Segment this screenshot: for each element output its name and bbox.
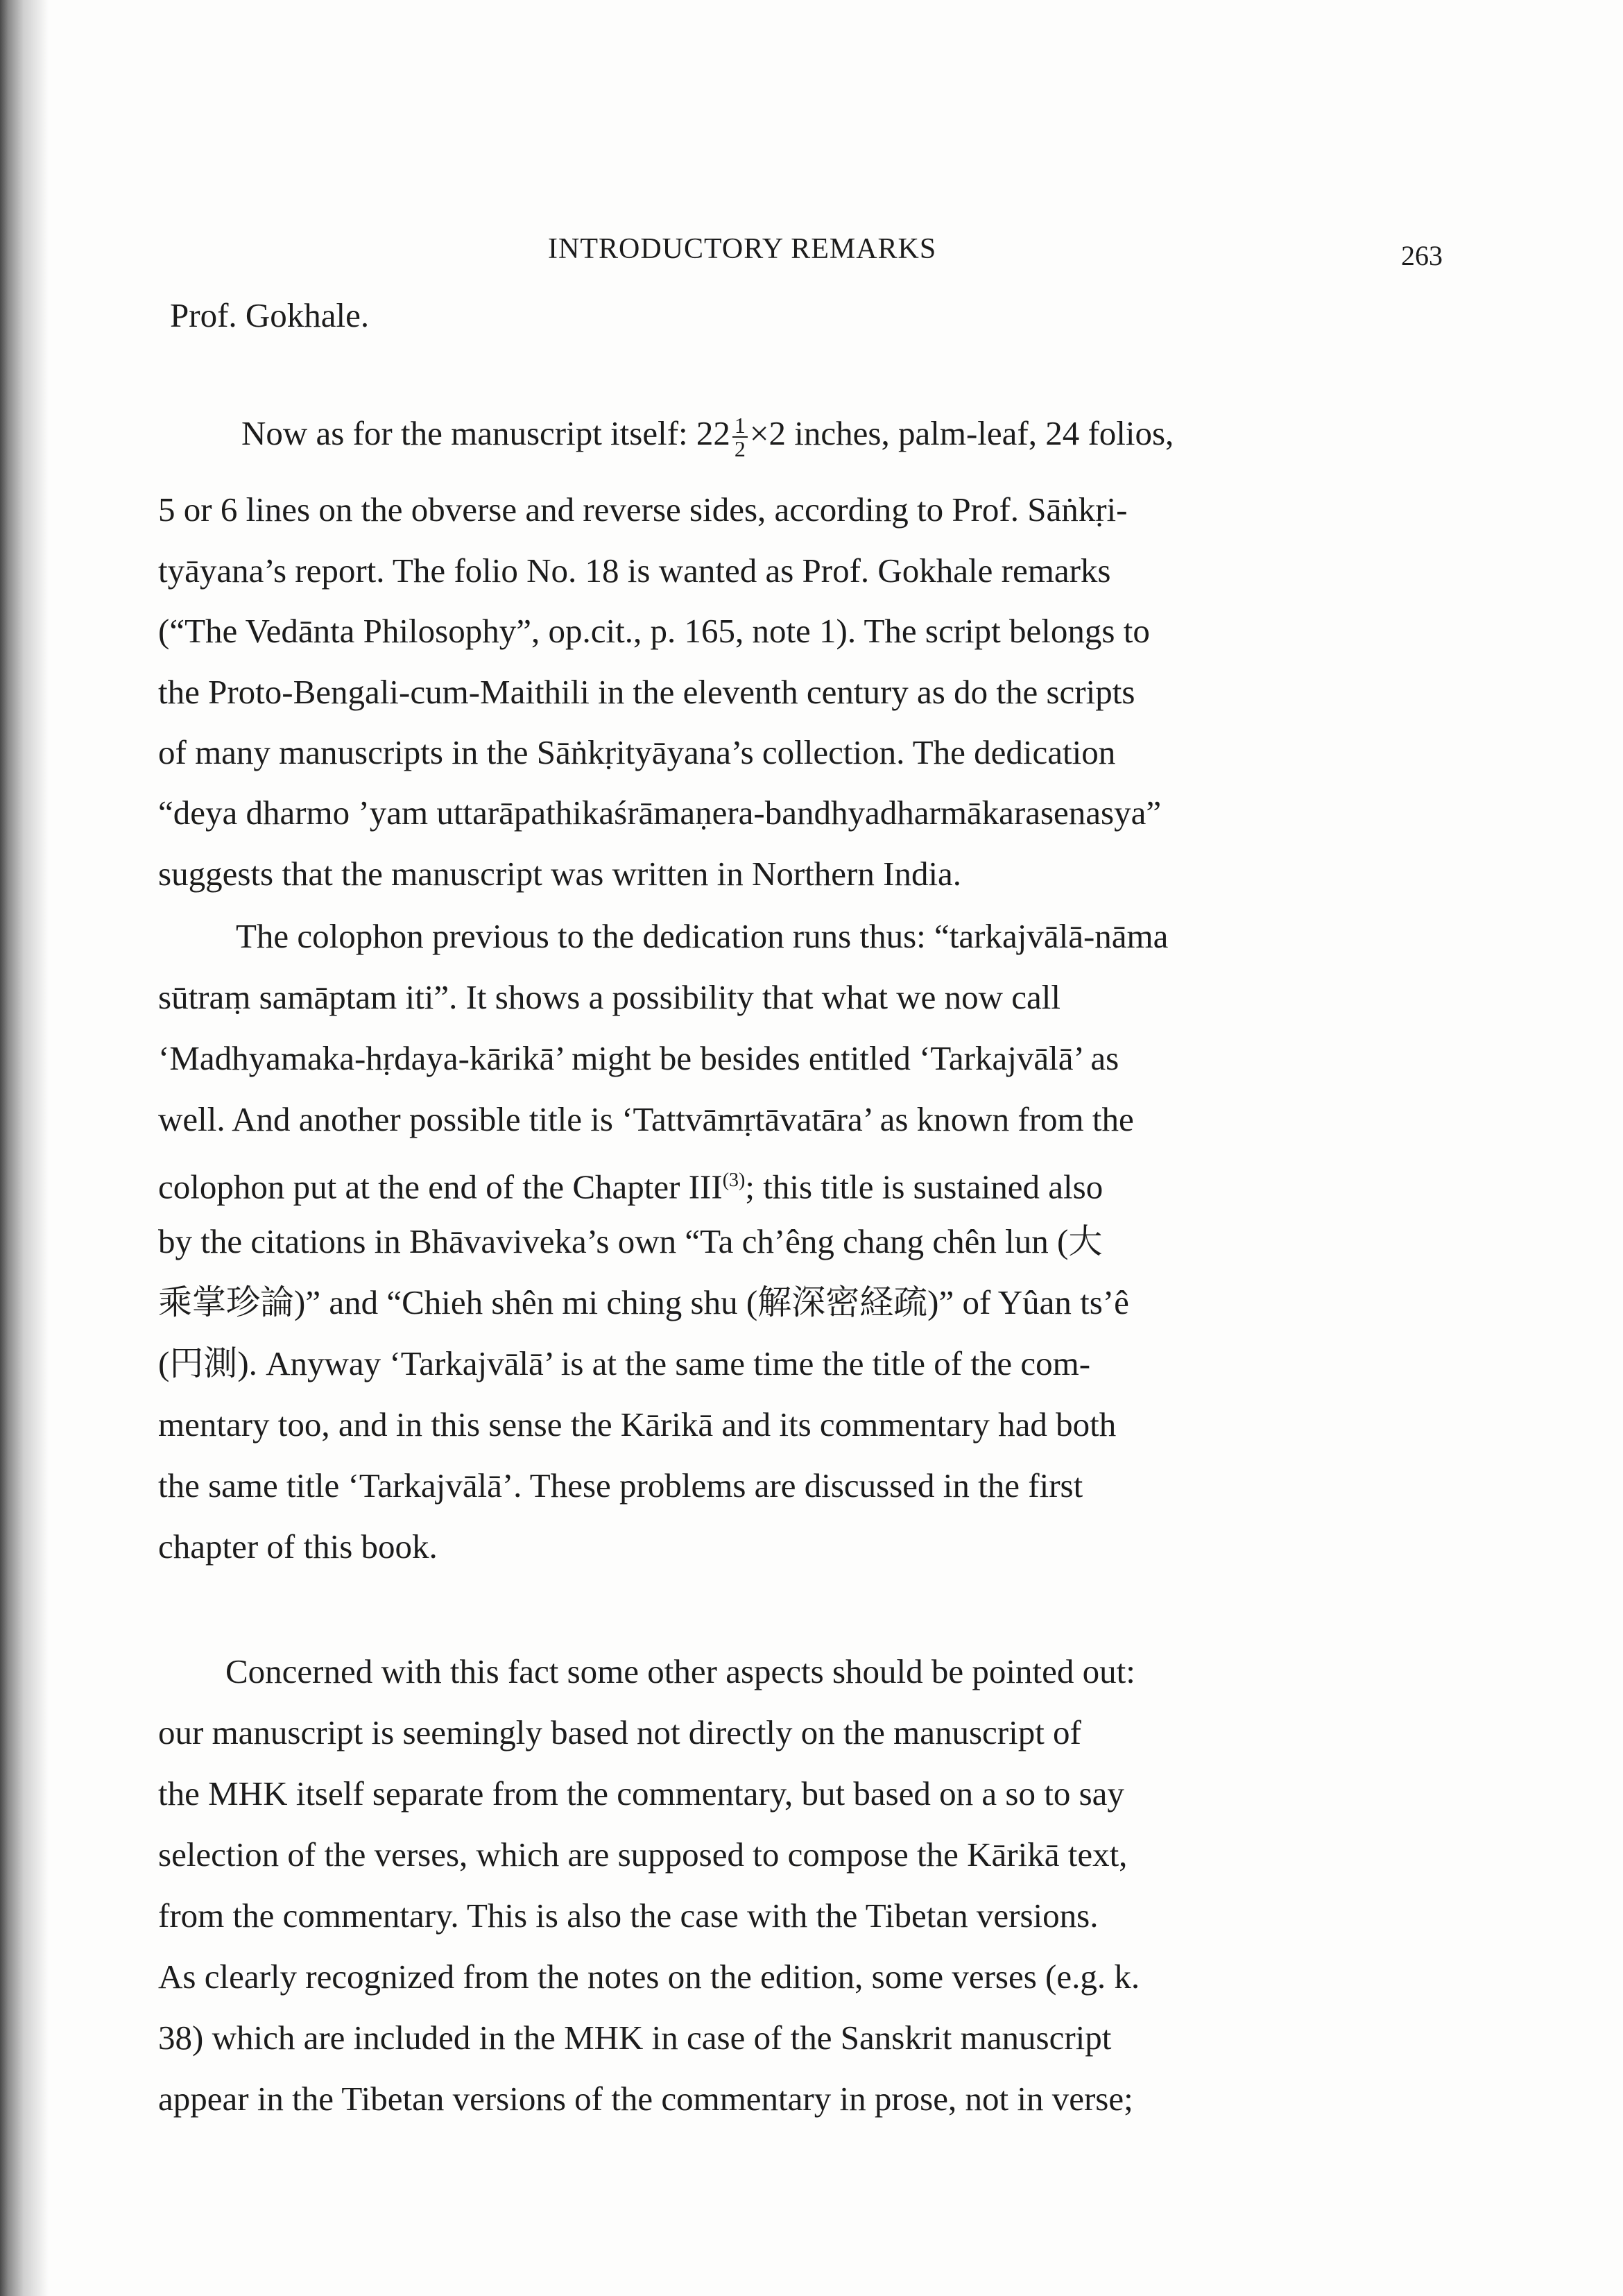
fraction-denominator: 2 — [734, 436, 746, 461]
line-segment: ; this title is sustained also — [745, 1167, 1104, 1206]
page-number: 263 — [1401, 240, 1443, 271]
text-line: Prof. Gokhale. — [170, 296, 370, 334]
text-line: “deya dharmo ’yam uttarāpathikaśrāmaṇera-bandhyadharmākarasenasya” — [158, 794, 1162, 832]
text-line: (円測). Anyway ‘Tarkajvālā’ is at the same time the title of the com- — [158, 1344, 1091, 1382]
text-line: mentary too, and in this sense the Kārikā and its commentary had both — [158, 1405, 1117, 1443]
text-line: (“The Vedānta Philosophy”, op.cit., p. 165, note 1). The script belongs to — [158, 612, 1150, 650]
fraction-numerator: 1 — [732, 414, 748, 438]
text-line: chapter of this book. — [158, 1527, 438, 1566]
text-line: Concerned with this fact some other aspects should be pointed out: — [225, 1652, 1135, 1690]
text-line: by the citations in Bhāvaviveka’s own “Ta ch’êng chang chên lun (大 — [158, 1222, 1103, 1260]
text-line: selection of the verses, which are supposed to compose the Kārikā text, — [158, 1835, 1128, 1874]
running-head: INTRODUCTORY REMARKS — [548, 233, 937, 265]
text-line: 38) which are included in the MHK in case of the Sanskrit manuscript — [158, 2019, 1112, 2057]
text-line: The colophon previous to the dedication runs thus: “tarkajvālā-nāma — [236, 917, 1169, 955]
text-line: our manuscript is seemingly based not directly on the manuscript of — [158, 1713, 1081, 1751]
line-segment: ×2 inches, palm-leaf, 24 folios, — [749, 414, 1174, 452]
text-line: suggests that the manuscript was written in Northern India. — [158, 855, 962, 893]
text-line — [241, 413, 1462, 460]
text-line: tyāyana’s report. The folio No. 18 is wanted as Prof. Gokhale remarks — [158, 551, 1111, 590]
line-segment: colophon put at the end of the Chapter III — [158, 1167, 723, 1206]
text-line: the MHK itself separate from the commentary, but based on a so to say — [158, 1774, 1124, 1813]
text-line: sūtraṃ samāptam iti”. It shows a possibility that what we now call — [158, 978, 1060, 1016]
text-line: of many manuscripts in the Sāṅkṛityāyana’s collection. The dedication — [158, 733, 1116, 771]
line-segment: Now as for the manuscript itself: 22 — [241, 414, 730, 452]
text-line: 5 or 6 lines on the obverse and reverse sides, according to Prof. Sāṅkṛi- — [158, 490, 1128, 529]
text-line: 乘掌珍論)” and “Chieh shên mi ching shu (解深密経疏)” of Yûan ts’ê — [158, 1283, 1129, 1321]
text-line: the same title ‘Tarkajvālā’. These problems are discussed in the first — [158, 1466, 1083, 1505]
fraction — [732, 414, 748, 460]
text-line — [158, 1160, 1379, 1208]
text-line: the Proto-Bengali-cum-Maithili in the eleventh century as do the scripts — [158, 673, 1135, 711]
text-line: ‘Madhyamaka-hṛdaya-kārikā’ might be besides entitled ‘Tarkajvālā’ as — [158, 1039, 1119, 1077]
text-line: appear in the Tibetan versions of the commentary in prose, not in verse; — [158, 2080, 1133, 2118]
text-line: from the commentary. This is also the case with the Tibetan versions. — [158, 1896, 1099, 1935]
text-line: well. And another possible title is ‘Tattvāmṛtāvatāra’ as known from the — [158, 1100, 1134, 1138]
footnote-marker: (3) — [722, 1170, 746, 1191]
text-line: As clearly recognized from the notes on the edition, some verses (e.g. k. — [158, 1957, 1140, 1996]
binding-shadow — [0, 0, 49, 2296]
